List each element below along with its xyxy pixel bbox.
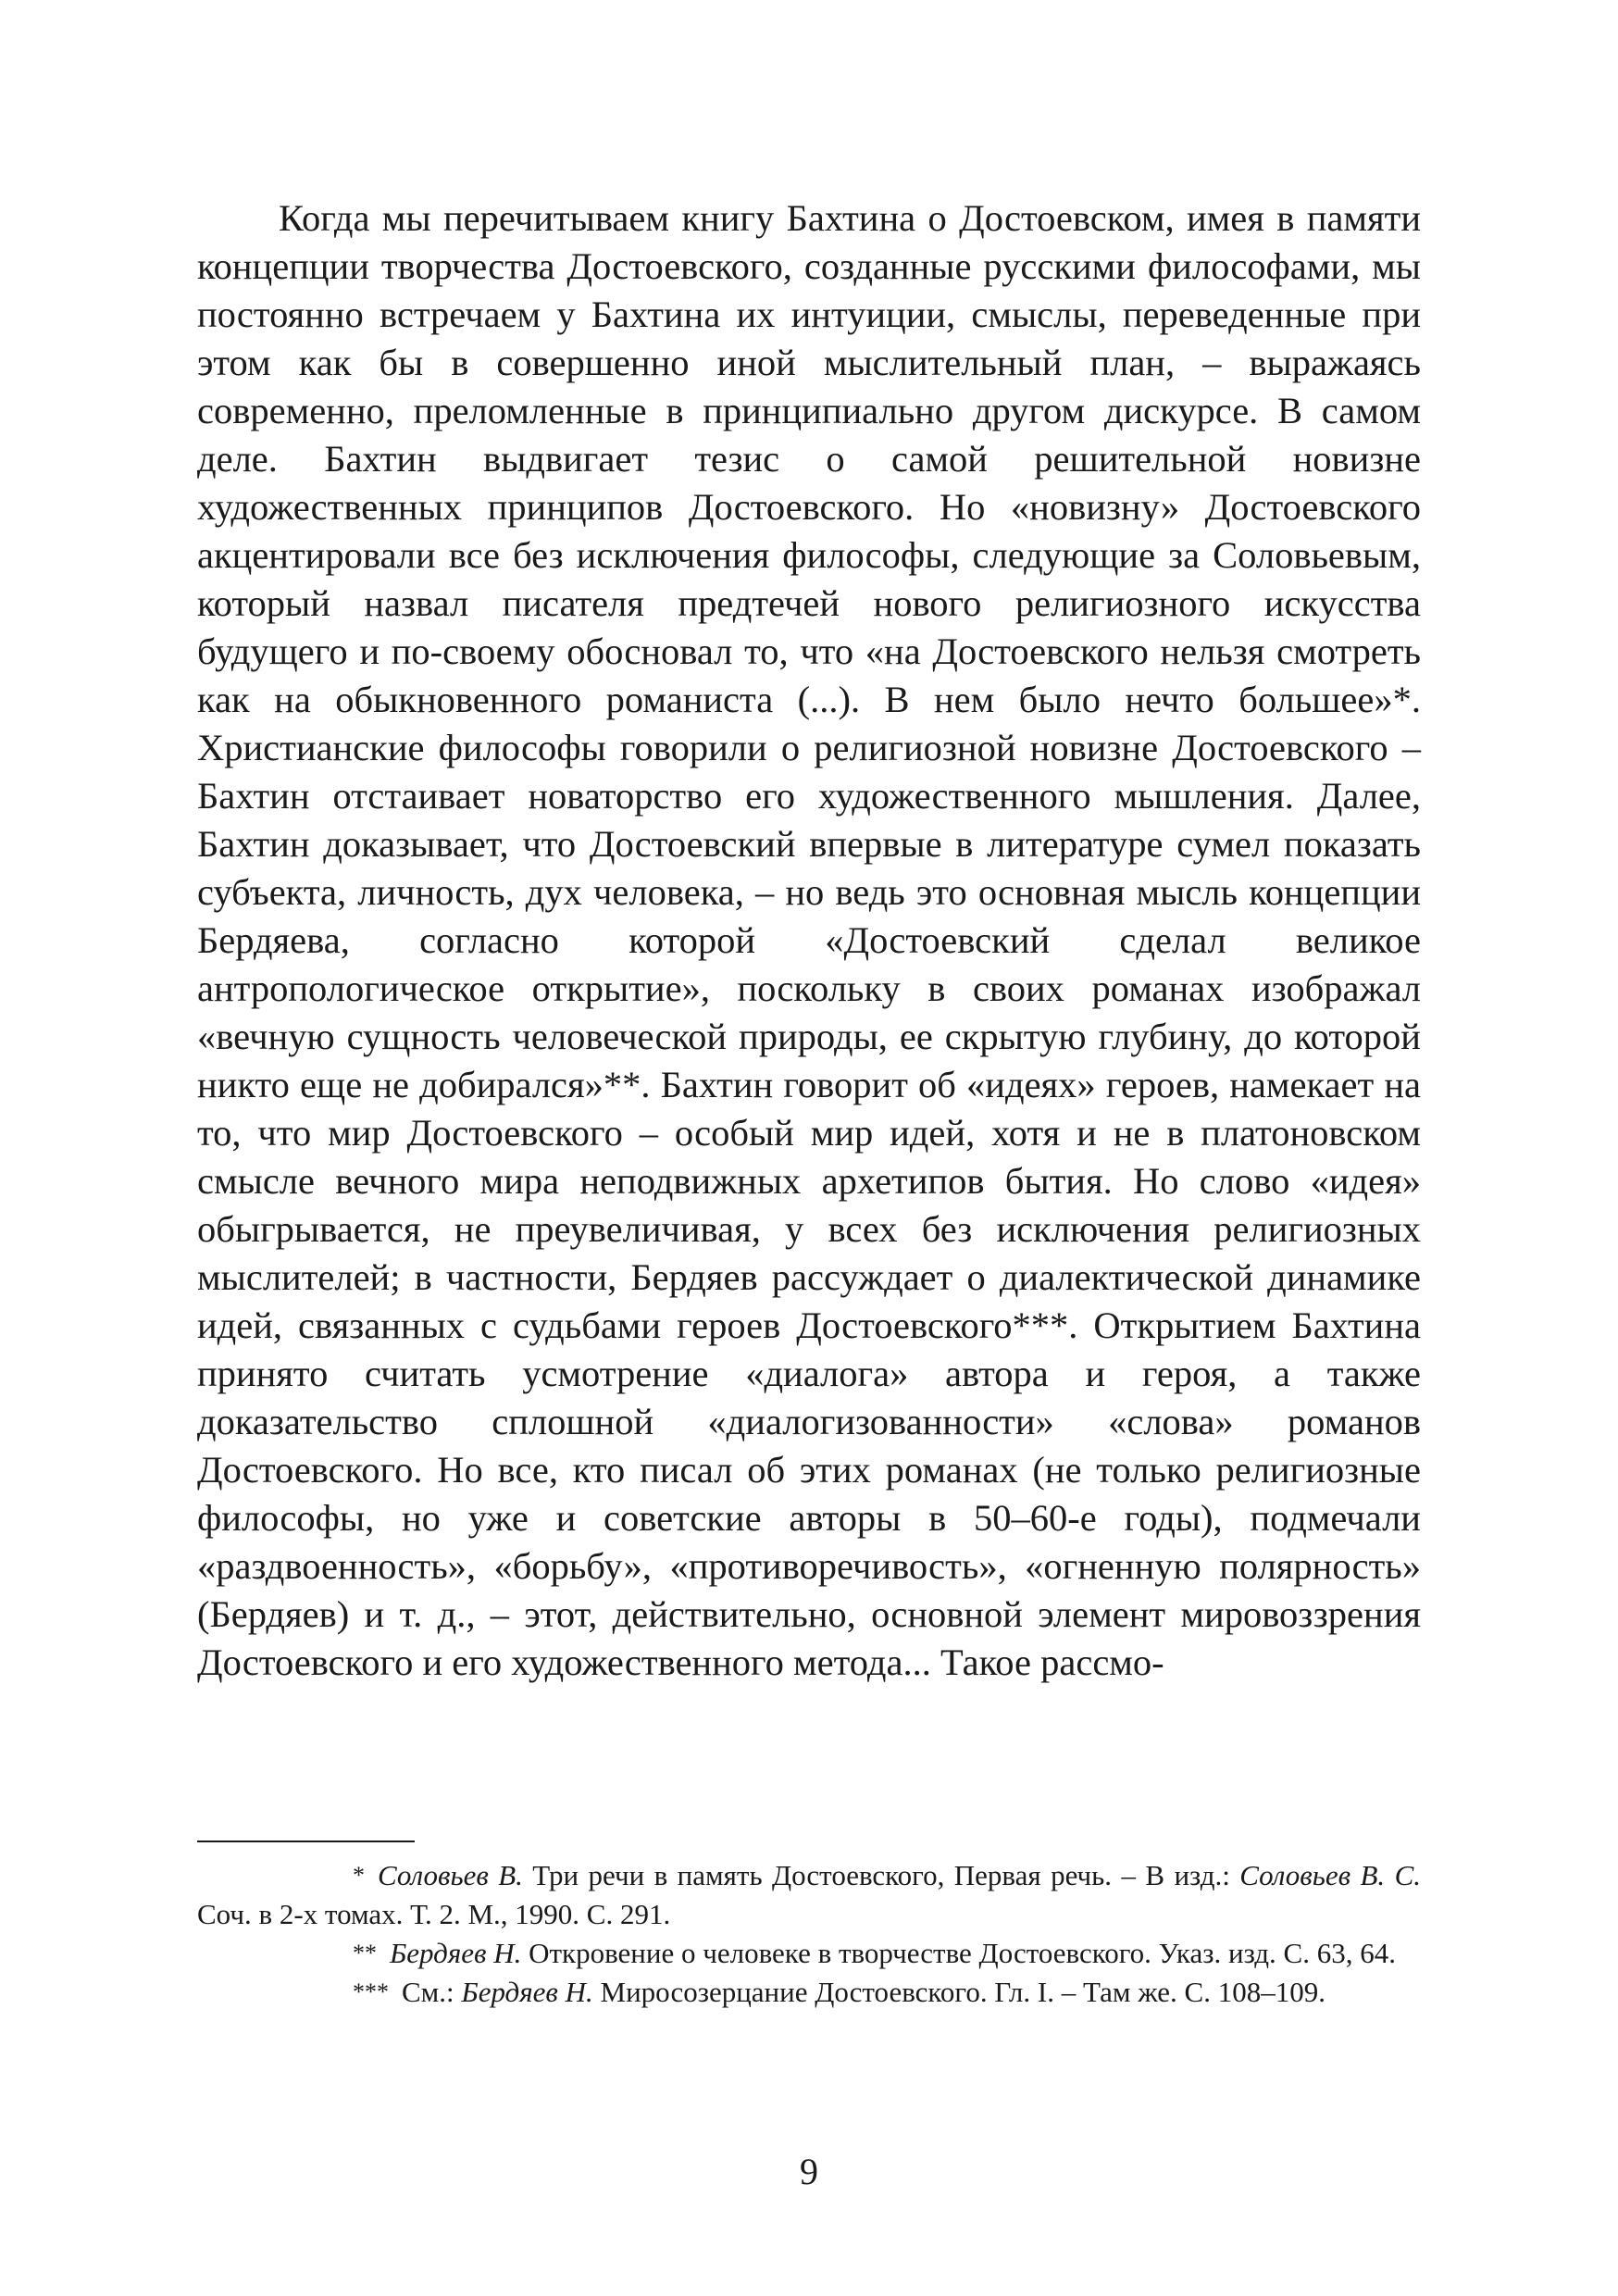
footnote-1	[197, 1856, 1421, 1934]
body-paragraph: Когда мы перечитываем книгу Бахтина о Достоевском, имея в памяти концепции творчества Достоевского, созданные русскими философами, мы постоянно встречаем у Бахтина их интуиции, смыслы, переведенные при этом как бы в совершенно иной мыслительный план, – выражаясь современно, преломленные в принципиально другом дискурсе. В самом деле. Бахтин выдвигает тезис о самой решительной новизне художественных принципов Достоевского. Но «новизну» Достоевского акцентировали все без исключения философы, следующие за Соловьевым, который назвал писателя предтечей нового религиозного искусства будущего и по-своему обосновал то, что «на Достоевского нельзя смотреть как на обыкновенного романиста (...). В нем было нечто большее»*. Христианские философы говорили о религиозной новизне Достоевского – Бахтин отстаивает новаторство его художественного мышления. Далее, Бахтин доказывает, что Достоевский впервые в литературе сумел показать субъекта, личность, дух человека, – но ведь это основная мысль концепции Бердяева, согласно которой «Достоевский сделал великое антропологическое открытие», поскольку в своих романах изображал «вечную сущность человеческой природы, ее скрытую глубину, до которой никто еще не добирался»**. Бахтин говорит об «идеях» героев, намекает на то, что мир Достоевского – особый мир идей, хотя и не в платоновском смысле вечного мира неподвижных архетипов бытия. Но слово «идея» обыгрывается, не преувеличивая, у всех без исключения религиозных мыслителей; в частности, Бердяев рассуждает о диалектической динамике идей, связанных с судьбами героев Достоевского***. Открытием Бахтина принято считать усмотрение «диалога» автора и героя, а также доказательство сплошной «диалогизованности» «слова» романов Достоевского. Но все, кто писал об этих романах (не только религиозные философы, но уже и советские авторы в 50–60-е годы), подмечали «раздвоенность», «борьбу», «противоречивость», «огненную полярность» (Бердяев) и т. д., – этот, действительно, основной элемент мировоззрения Достоевского и его художественного метода... Такое рассмо-	[197, 197, 1421, 1683]
footnote-prefix: См.:	[402, 1976, 462, 2008]
footnote-2	[197, 1934, 1421, 1973]
main-text	[197, 194, 1421, 1687]
footnote-text: Три речи в память Достоевского, Первая речь. – В изд.:	[522, 1859, 1240, 1891]
footnote-marker: ***	[353, 1978, 389, 2005]
footnote-author: Бердяев Н.	[390, 1937, 522, 1969]
footnote-text: Соч. в 2-х томах. Т. 2. М., 1990. С. 291.	[197, 1898, 671, 1930]
page-number: 9	[800, 2151, 818, 2192]
footnote-author: Соловьев В. С.	[1239, 1859, 1421, 1891]
footnote-separator	[197, 1841, 415, 1842]
footnote-author: Соловьев В.	[378, 1859, 523, 1891]
footnote-text: Откровение о человеке в творчестве Достоевского. Указ. изд. С. 63, 64.	[521, 1937, 1396, 1969]
footnote-marker: **	[353, 1940, 377, 1966]
footnote-author: Бердяев Н.	[461, 1976, 593, 2008]
footnotes	[197, 1856, 1421, 2012]
footnote-marker: *	[353, 1862, 365, 1889]
footnote-3	[197, 1973, 1421, 2012]
footnote-text: Миросозерцание Достоевского. Гл. I. – Там же. С. 108–109.	[592, 1976, 1326, 2008]
